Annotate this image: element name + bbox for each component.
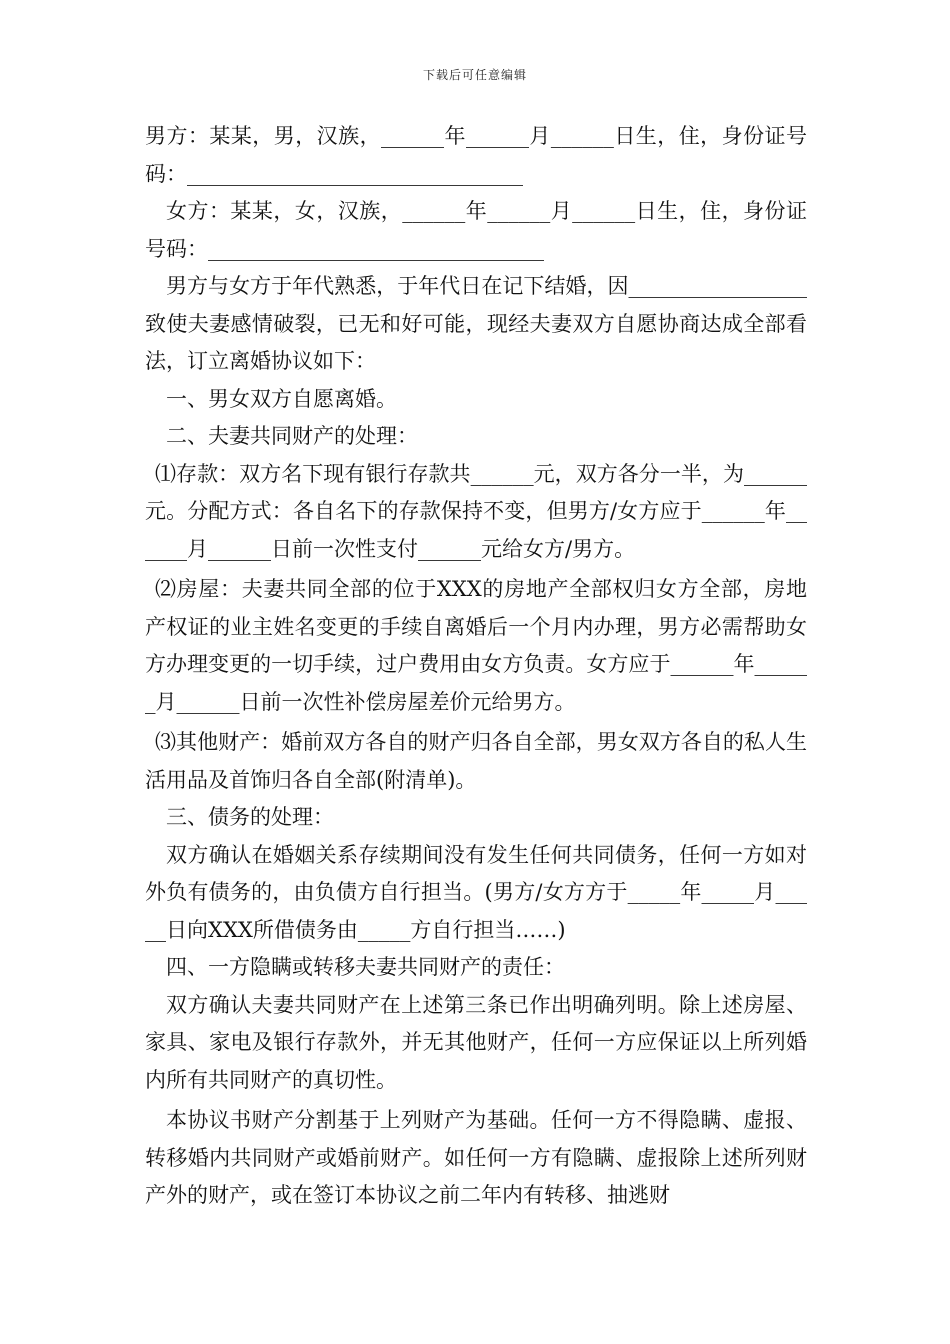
clause-3-debts: 双方确认在婚姻关系存续期间没有发生任何共同债务，任何一方如对外负有债务的，由负债方自行担当。(男方/女方方于_____年_____月_____日向XXX所借债务由_____方自行担当……) — [145, 842, 807, 942]
paragraph-marriage-background: 男方与女方于年代熟悉，于年代日在记下结婚，因_________________致使夫妻感情破裂，已无和好可能，现经夫妻双方自愿协商达成全部看法，订立离婚协议如下： — [145, 274, 807, 373]
clause-2-heading: 二、夫妻共同财产的处理： — [166, 424, 418, 448]
clause-2-other-property: ⑶其他财产：婚前双方各自的财产归各自全部，男女双方各自的私人生活用品及首饰归各自全部(附清单)。 — [145, 730, 807, 792]
paragraph-wife-info: 女方：某某，女，汉族，______年______月______日生，住，身份证号码：________________________________ — [145, 199, 807, 261]
clause-4-heading: 四、一方隐瞒或转移夫妻共同财产的责任： — [166, 955, 565, 979]
clause-3-heading: 三、债务的处理： — [166, 805, 334, 829]
clause-2-house: ⑵房屋：夫妻共同全部的位于XXX的房地产全部权归女方全部，房地产权证的业主姓名变更的手续自离婚后一个月内办理，男方必需帮助女方办理变更的一切手续，过户费用由女方负责。女方应于______年______月______日前一次性补偿房屋差价元给男方。 — [145, 577, 807, 714]
clause-4-basis: 本协议书财产分割基于上列财产为基础。任何一方不得隐瞒、虚报、转移婚内共同财产或婚前财产。如任何一方有隐瞒、虚报除上述所列财产外的财产，或在签订本协议之前二年内有转移、抽逃财 — [145, 1108, 807, 1207]
clause-4-confirmation: 双方确认夫妻共同财产在上述第三条已作出明确列明。除上述房屋、家具、家电及银行存款外，并无其他财产，任何一方应保证以上所列婚内所有共同财产的真切性。 — [145, 992, 807, 1092]
page-header-note: 下载后可任意编辑 — [422, 68, 527, 82]
clause-2-savings: ⑴存款：双方名下现有银行存款共______元，双方各分一半，为______元。分配方式：各自名下的存款保持不变，但男方/女方应于______年______月______日前一次性支付______元给女方/男方。 — [145, 461, 807, 561]
agreement-body — [145, 118, 807, 1215]
paragraph-husband-info: 男方：某某，男，汉族，______年______月______日生，住，身份证号码：________________________________ — [145, 124, 807, 186]
clause-1-divorce: 一、男女双方自愿离婚。 — [166, 386, 397, 411]
